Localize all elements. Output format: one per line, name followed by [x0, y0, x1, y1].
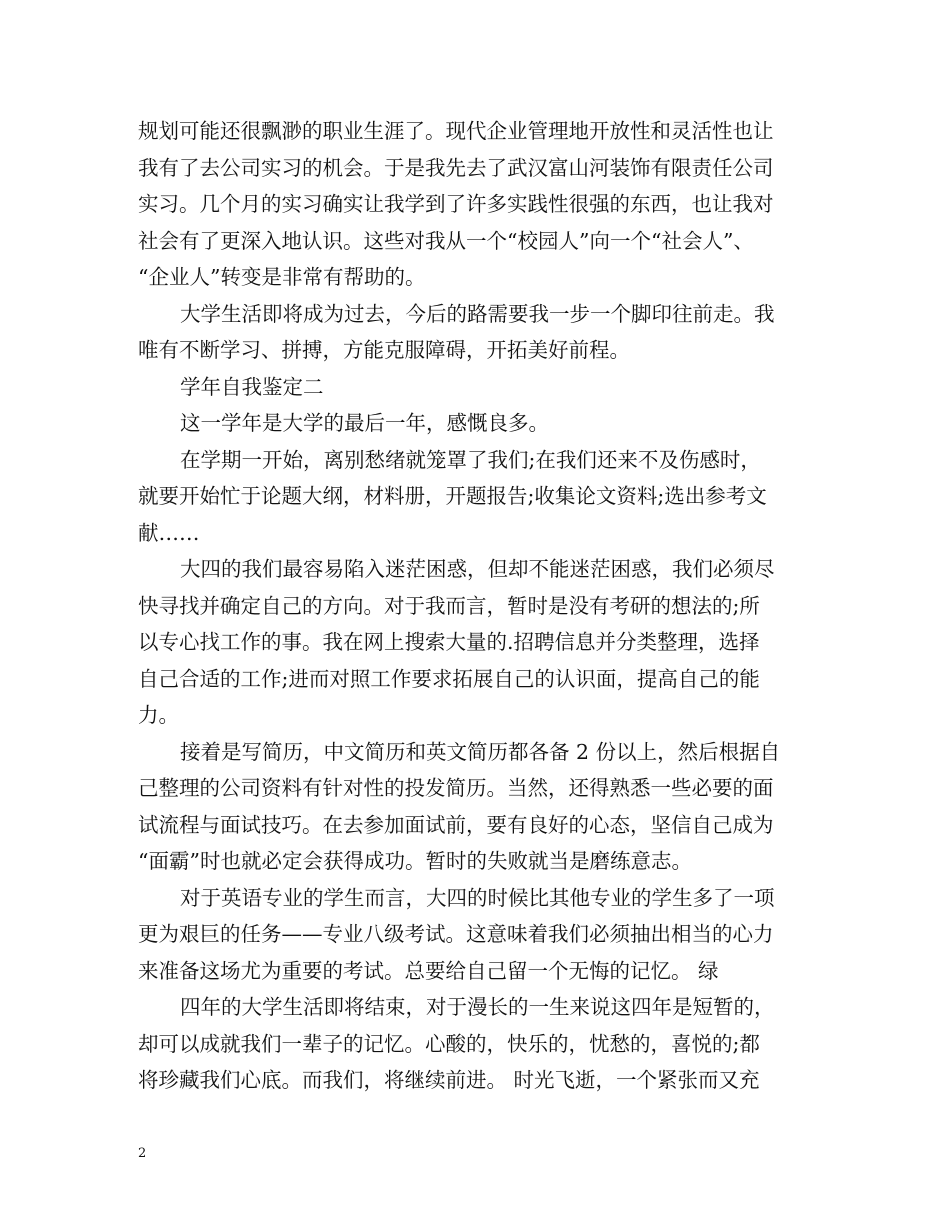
- text-line: 己整理的公司资料有针对性的投发简历。当然，还得熟悉一些必要的面: [138, 776, 774, 800]
- text-line: 更为艰巨的任务——专业八级考试。这意味着我们必须抽出相当的心力: [138, 922, 774, 946]
- text-line: 规划可能还很飘渺的职业生涯了。现代企业管理地开放性和灵活性也让: [138, 119, 774, 143]
- text-line: 实习。几个月的实习确实让我学到了许多实践性很强的东西，也让我对: [138, 192, 774, 216]
- text-line: 将珍藏我们心底。而我们，将继续前进。 时光飞逝，一个紧张而又充: [138, 1068, 760, 1092]
- text-line: 大学生活即将成为过去，今后的路需要我一步一个脚印往前走。我: [180, 301, 775, 326]
- text-line: 就要开始忙于论题大纲，材料册，开题报告;收集论文资料;选出参考文: [138, 484, 767, 508]
- text-line: “面霸”时也就必定会获得成功。暂时的失败就当是磨练意志。: [138, 849, 692, 873]
- text-line: 对于英语专业的学生而言，大四的时候比其他专业的学生多了一项: [180, 885, 775, 910]
- text-line: 以专心找工作的事。我在网上搜索大量的.招聘信息并分类整理，选择: [138, 630, 760, 654]
- text-line: 社会有了更深入地认识。这些对我从一个“校园人”向一个“社会人”、: [138, 228, 754, 253]
- text-line: 力。: [138, 703, 179, 727]
- text-line: 学年自我鉴定二: [180, 374, 324, 399]
- text-line: 四年的大学生活即将结束，对于漫长的一生来说这四年是短暂的，: [180, 995, 775, 1019]
- body-text: [138, 113, 818, 1099]
- page-number: 2: [138, 1146, 147, 1161]
- text-line: 唯有不断学习、拼搏，方能克服障碍，开拓美好前程。: [138, 338, 630, 362]
- text-line: 来准备这场尤为重要的考试。总要给自己留一个无悔的记忆。 绿: [138, 958, 719, 983]
- text-line: 试流程与面试技巧。在去参加面试前，要有良好的心态，坚信自己成为: [138, 812, 774, 837]
- text-line: 快寻找并确定自己的方向。对于我而言，暂时是没有考研的想法的;所: [138, 593, 760, 618]
- text-line: 大四的我们最容易陷入迷茫困惑，但却不能迷茫困惑，我们必须尽: [180, 557, 775, 581]
- text-line: 在学期一开始，离别愁绪就笼罩了我们;在我们还来不及伤感时，: [180, 447, 761, 472]
- text-line: 接着是写简历，中文简历和英文简历都各备 2 份以上，然后根据自: [180, 739, 781, 764]
- text-line: 献……: [138, 520, 200, 545]
- text-line: “企业人”转变是非常有帮助的。: [138, 265, 426, 289]
- text-line: 自己合适的工作;进而对照工作要求拓展自己的认识面，提高自己的能: [138, 666, 760, 691]
- text-line: 这一学年是大学的最后一年，感慨良多。: [180, 411, 549, 435]
- text-line: 我有了去公司实习的机会。于是我先去了武汉富山河装饰有限责任公司: [138, 155, 774, 180]
- text-line: 却可以成就我们一辈子的记忆。心酸的，快乐的，忧愁的，喜悦的;都: [138, 1031, 760, 1056]
